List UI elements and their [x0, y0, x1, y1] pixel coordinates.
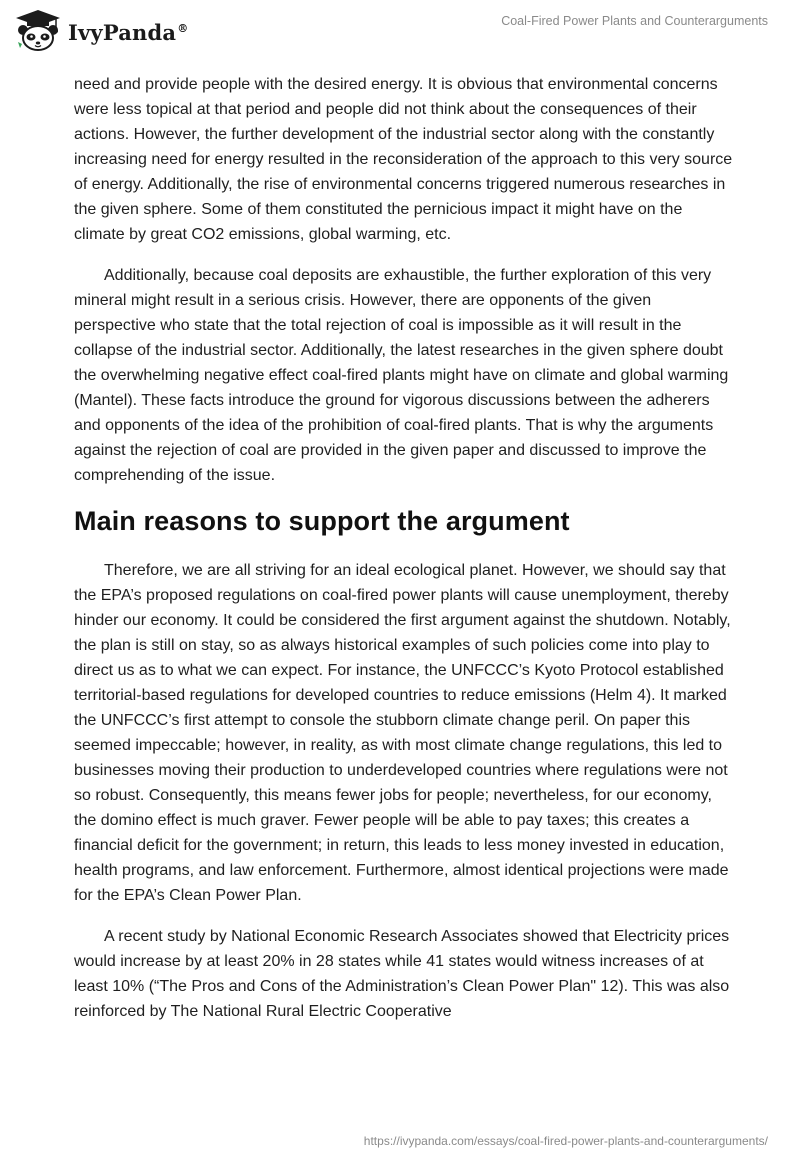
registered-mark: ®	[177, 21, 189, 35]
section-heading: Main reasons to support the argument	[74, 506, 570, 536]
panda-graduation-cap-icon	[14, 8, 62, 52]
logo-wordmark	[68, 20, 188, 45]
source-url[interactable]: https://ivypanda.com/essays/coal-fired-power-plants-and-counterarguments/	[363, 1134, 768, 1148]
paragraph: Therefore, we are all striving for an ideal ecological planet. However, we should say that the EPA’s proposed regulations on coal-fired power plants will cause unemployment, thereby hinder our economy. It could be considered the first argument against the shutdown. Notably, the plan is still on stay, so as always historical examples of such policies come into play to direct us as to what we can expect. For instance, the UNFCCC’s Kyoto Protocol established territorial-based regulations for developed countries to reduce emissions (Helm 4). It marked the UNFCCC’s first attempt to console the stubborn climate change peril. On paper this seemed impeccable; however, in reality, as with most climate change regulations, this led to businesses moving their production to underdeveloped countries where regulations were not so robust. Consequently, this means fewer jobs for people; nevertheless, for our economy, the domino effect is much graver. Fewer people will be able to pay taxes; this creates a financial deficit for the government; in return, this leads to less money invested in education, health programs, and law enforcement. Furthermore, almost identical projections were made for the EPA’s Clean Power Plan.	[74, 562, 731, 904]
paragraph: Additionally, because coal deposits are exhaustible, the further exploration of this very mineral might result in a serious crisis. However, there are opponents of the given perspective who state that the total rejection of coal is impossible as it will result in the collapse of the industrial sector. Additionally, the latest researches in the given sphere doubt the overwhelming negative effect coal-fired plants might have on climate and global warming (Mantel). These facts introduce the ground for vigorous discussions between the adherers and opponents of the idea of the prohibition of coal-fired plants. That is why the arguments against the rejection of coal are provided in the given paper and discussed to improve the comprehending of the issue.	[74, 267, 729, 484]
paragraph: need and provide people with the desired energy. It is obvious that environmental concerns were less topical at that period and people did not think about the consequences of their actions. However, the further development of the industrial sector along with the constantly increasing need for energy resulted in the reconsideration of the approach to this very source of energy. Additionally, the rise of environmental concerns triggered numerous researches in the given sphere. Some of them constituted the pernicious impact it might have on the climate by great CO2 emissions, global warming, etc.	[74, 76, 733, 243]
running-title: Coal-Fired Power Plants and Counterarguments	[501, 14, 768, 28]
paragraph: A recent study by National Economic Research Associates showed that Electricity prices would increase by at least 20% in 28 states while 41 states would witness increases of at least 10% (“The Pros and Cons of the Administration’s Clean Power Plan" 12). This was also reinforced by The National Rural Electric Cooperative	[74, 928, 730, 1020]
article-body	[74, 72, 734, 1040]
site-logo[interactable]	[14, 8, 188, 52]
page-header	[0, 0, 800, 70]
logo-text: IvyPanda	[68, 19, 177, 45]
